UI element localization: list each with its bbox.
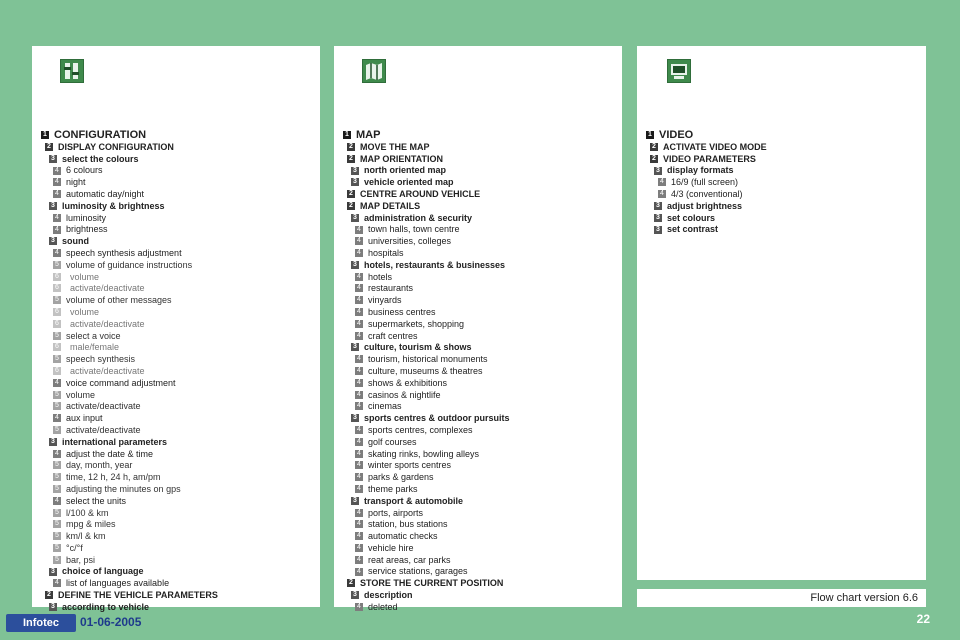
menu-item: [53, 272, 316, 284]
level-badge: 3: [654, 202, 662, 210]
menu-item-label: voice command adjustment: [66, 377, 176, 388]
menu-item: [53, 578, 316, 590]
menu-item: [53, 366, 316, 378]
menu-item: [654, 165, 922, 177]
menu-item: [355, 248, 618, 260]
level-badge: 2: [347, 579, 355, 587]
menu-item: [355, 283, 618, 295]
menu-item-label: set colours: [667, 212, 716, 223]
menu-item-label: north oriented map: [364, 165, 447, 176]
level-badge: 4: [53, 497, 61, 505]
menu-item: [355, 508, 618, 520]
level-badge: 3: [351, 178, 359, 186]
menu-item: [355, 449, 618, 461]
level-badge: 2: [347, 190, 355, 198]
level-badge: 3: [49, 155, 57, 163]
menu-item-label: male/female: [70, 342, 120, 353]
level-badge: 3: [351, 167, 359, 175]
footer-date: 01-06-2005: [80, 615, 142, 629]
menu-item-label: sports centres & outdoor pursuits: [364, 413, 510, 424]
video-icon: [667, 59, 691, 83]
menu-item-label: winter sports centres: [368, 460, 452, 471]
menu-item: [49, 201, 316, 213]
menu-item: [658, 189, 922, 201]
menu-item-label: °c/°f: [66, 542, 83, 553]
menu-item-label: town halls, town centre: [368, 224, 460, 235]
level-badge: 3: [49, 237, 57, 245]
menu-item: [355, 307, 618, 319]
level-badge: 4: [355, 509, 363, 517]
map-panel: [334, 46, 622, 612]
level-badge: 4: [53, 167, 61, 175]
menu-item-label: supermarkets, shopping: [368, 318, 465, 329]
menu-item: [347, 578, 618, 590]
level-badge: 3: [351, 214, 359, 222]
menu-item-label: bar, psi: [66, 554, 96, 565]
menu-item: [355, 472, 618, 484]
menu-item: [53, 543, 316, 555]
menu-item-label: set contrast: [667, 224, 719, 235]
level-badge: 6: [53, 343, 61, 351]
menu-item: [53, 342, 316, 354]
level-badge: 3: [49, 603, 57, 611]
level-badge: 2: [347, 143, 355, 151]
level-badge: 4: [355, 544, 363, 552]
level-badge: 4: [658, 190, 666, 198]
menu-item: [53, 449, 316, 461]
menu-item-label: deleted: [368, 601, 398, 612]
level-badge: 6: [53, 367, 61, 375]
menu-item-label: STORE THE CURRENT POSITION: [360, 578, 504, 589]
menu-item-label: MOVE THE MAP: [360, 141, 430, 152]
menu-item: [45, 142, 316, 154]
menu-item-label: 4/3 (conventional): [671, 188, 743, 199]
level-badge: 3: [654, 226, 662, 234]
level-badge: 4: [53, 450, 61, 458]
level-badge: 3: [654, 167, 662, 175]
menu-item: [49, 437, 316, 449]
menu-item-label: volume of guidance instructions: [66, 259, 193, 270]
menu-item-label: hotels, restaurants & businesses: [364, 259, 506, 270]
level-badge: 4: [53, 579, 61, 587]
menu-item: [53, 248, 316, 260]
menu-item-label: international parameters: [62, 436, 168, 447]
level-badge: 4: [53, 249, 61, 257]
menu-item-label: time, 12 h, 24 h, am/pm: [66, 472, 161, 483]
level-badge: 3: [49, 568, 57, 576]
menu-item-label: sound: [62, 236, 89, 247]
menu-item-label: night: [66, 177, 86, 188]
menu-item: [53, 496, 316, 508]
menu-item: [355, 295, 618, 307]
menu-item-label: adjusting the minutes on gps: [66, 483, 181, 494]
menu-item: [53, 307, 316, 319]
menu-item-label: ACTIVATE VIDEO MODE: [663, 141, 767, 152]
level-badge: 4: [355, 379, 363, 387]
level-badge: 4: [53, 414, 61, 422]
menu-item: [53, 283, 316, 295]
level-badge: 4: [355, 520, 363, 528]
menu-item: [53, 531, 316, 543]
menu-item: [351, 590, 618, 602]
menu-item: [355, 519, 618, 531]
menu-item-label: DEFINE THE VEHICLE PARAMETERS: [58, 590, 218, 601]
menu-item: [654, 213, 922, 225]
menu-item: [41, 130, 316, 142]
menu-item-label: list of languages available: [66, 578, 170, 589]
level-badge: 2: [347, 155, 355, 163]
menu-item-label: automatic day/night: [66, 188, 145, 199]
menu-item: [351, 342, 618, 354]
level-badge: 5: [53, 544, 61, 552]
menu-item: [355, 378, 618, 390]
menu-item-label: universities, colleges: [368, 236, 452, 247]
menu-item: [355, 331, 618, 343]
configuration-menu-tree: [41, 130, 316, 614]
menu-item-label: parks & gardens: [368, 472, 434, 483]
menu-item: [53, 472, 316, 484]
level-badge: 4: [355, 485, 363, 493]
level-badge: 4: [355, 226, 363, 234]
menu-item-label: golf courses: [368, 436, 417, 447]
menu-item-label: hotels: [368, 271, 393, 282]
menu-item-label: km/l & km: [66, 531, 106, 542]
menu-item-label: DISPLAY CONFIGURATION: [58, 141, 174, 152]
level-badge: 4: [53, 190, 61, 198]
menu-item: [650, 154, 922, 166]
infotec-logo: Infotec: [6, 614, 76, 632]
menu-item: [53, 260, 316, 272]
level-badge: 5: [53, 391, 61, 399]
level-badge: 4: [53, 226, 61, 234]
menu-item-label: 6 colours: [66, 165, 103, 176]
menu-item-label: adjust the date & time: [66, 448, 154, 459]
level-badge: 5: [53, 296, 61, 304]
level-badge: 4: [658, 178, 666, 186]
level-badge: 5: [53, 332, 61, 340]
level-badge: 3: [351, 343, 359, 351]
level-badge: 4: [355, 450, 363, 458]
menu-item: [355, 401, 618, 413]
menu-item-label: activate/deactivate: [70, 283, 145, 294]
menu-item-label: activate/deactivate: [70, 365, 145, 376]
menu-item-label: VIDEO PARAMETERS: [663, 153, 756, 164]
level-badge: 5: [53, 556, 61, 564]
menu-item: [347, 201, 618, 213]
menu-item-label: 16/9 (full screen): [671, 177, 739, 188]
menu-item-label: activate/deactivate: [70, 318, 145, 329]
menu-item-label: VIDEO: [659, 129, 694, 141]
menu-item-label: luminosity & brightness: [62, 200, 165, 211]
menu-item: [53, 508, 316, 520]
level-badge: 3: [49, 438, 57, 446]
menu-item: [355, 484, 618, 496]
level-badge: 4: [355, 308, 363, 316]
menu-item-label: display formats: [667, 165, 734, 176]
menu-item-label: transport & automobile: [364, 495, 464, 506]
menu-item: [355, 272, 618, 284]
menu-item-label: l/100 & km: [66, 507, 109, 518]
menu-item-label: ports, airports: [368, 507, 424, 518]
level-badge: 3: [351, 497, 359, 505]
level-badge: 3: [654, 214, 662, 222]
menu-item: [351, 413, 618, 425]
menu-item-label: service stations, garages: [368, 566, 468, 577]
menu-item: [347, 154, 618, 166]
menu-item-label: MAP ORIENTATION: [360, 153, 443, 164]
menu-item: [355, 460, 618, 472]
menu-item: [355, 236, 618, 248]
menu-item: [53, 378, 316, 390]
menu-item: [53, 331, 316, 343]
menu-item: [53, 177, 316, 189]
level-badge: 6: [53, 284, 61, 292]
menu-item: [343, 130, 618, 142]
menu-item-label: CONFIGURATION: [54, 129, 147, 141]
menu-item-label: automatic checks: [368, 531, 438, 542]
menu-item: [49, 236, 316, 248]
menu-item-label: brightness: [66, 224, 108, 235]
menu-item-label: volume: [66, 389, 96, 400]
menu-item-label: volume: [70, 306, 100, 317]
menu-item: [49, 602, 316, 614]
level-badge: 4: [355, 367, 363, 375]
page-number: 22: [916, 612, 930, 626]
menu-item-label: choice of language: [62, 566, 144, 577]
menu-item: [53, 224, 316, 236]
menu-item-label: restaurants: [368, 283, 414, 294]
menu-item: [53, 413, 316, 425]
menu-item: [53, 354, 316, 366]
menu-item: [355, 224, 618, 236]
menu-item: [53, 555, 316, 567]
menu-item: [355, 366, 618, 378]
level-badge: 4: [355, 532, 363, 540]
menu-item: [347, 142, 618, 154]
menu-item-label: according to vehicle: [62, 601, 150, 612]
menu-item: [53, 295, 316, 307]
menu-item: [355, 531, 618, 543]
level-badge: 5: [53, 355, 61, 363]
menu-item: [49, 566, 316, 578]
level-badge: 4: [355, 249, 363, 257]
level-badge: 6: [53, 320, 61, 328]
menu-item: [355, 354, 618, 366]
level-badge: 4: [355, 273, 363, 281]
level-badge: 4: [355, 391, 363, 399]
menu-item-label: administration & security: [364, 212, 473, 223]
level-badge: 2: [45, 591, 53, 599]
map-icon: [362, 59, 386, 83]
level-badge: 6: [53, 308, 61, 316]
menu-item-label: cinemas: [368, 401, 402, 412]
menu-item: [53, 425, 316, 437]
level-badge: 2: [650, 155, 658, 163]
menu-item: [49, 154, 316, 166]
menu-item: [355, 543, 618, 555]
level-badge: 5: [53, 485, 61, 493]
menu-item: [53, 213, 316, 225]
menu-item: [53, 390, 316, 402]
menu-item-label: culture, museums & theatres: [368, 365, 483, 376]
level-badge: 3: [351, 261, 359, 269]
menu-item: [654, 201, 922, 213]
level-badge: 5: [53, 461, 61, 469]
menu-item: [654, 224, 922, 236]
menu-item: [45, 590, 316, 602]
menu-item: [355, 390, 618, 402]
level-badge: 4: [355, 568, 363, 576]
menu-item: [351, 177, 618, 189]
menu-item-label: vinyards: [368, 295, 402, 306]
level-badge: 5: [53, 520, 61, 528]
level-badge: 4: [355, 284, 363, 292]
level-badge: 5: [53, 509, 61, 517]
menu-item: [351, 260, 618, 272]
menu-item-label: shows & exhibitions: [368, 377, 448, 388]
menu-item: [355, 555, 618, 567]
menu-item: [347, 189, 618, 201]
menu-item-label: activate/deactivate: [66, 424, 141, 435]
level-badge: 2: [347, 202, 355, 210]
menu-item: [355, 425, 618, 437]
menu-item: [646, 130, 922, 142]
menu-item-label: volume of other messages: [66, 295, 172, 306]
menu-item: [53, 401, 316, 413]
level-badge: 3: [351, 591, 359, 599]
level-badge: 6: [53, 273, 61, 281]
menu-item-label: select the units: [66, 495, 127, 506]
menu-item-label: description: [364, 590, 413, 601]
menu-item-label: MAP: [356, 129, 381, 141]
menu-item: [355, 437, 618, 449]
level-badge: 2: [650, 143, 658, 151]
menu-item-label: skating rinks, bowling alleys: [368, 448, 480, 459]
menu-item-label: culture, tourism & shows: [364, 342, 472, 353]
level-badge: 4: [355, 556, 363, 564]
menu-item: [53, 189, 316, 201]
menu-item-label: adjust brightness: [667, 200, 743, 211]
level-badge: 4: [355, 438, 363, 446]
level-badge: 4: [355, 473, 363, 481]
menu-item-label: luminosity: [66, 212, 107, 223]
menu-item-label: mpg & miles: [66, 519, 116, 530]
video-panel: [637, 46, 926, 580]
menu-item-label: vehicle hire: [368, 542, 414, 553]
level-badge: 1: [41, 131, 49, 139]
menu-item-label: tourism, historical monuments: [368, 354, 488, 365]
map-menu-tree: [343, 130, 618, 614]
level-badge: 4: [53, 214, 61, 222]
level-badge: 1: [646, 131, 654, 139]
level-badge: 5: [53, 402, 61, 410]
level-badge: 5: [53, 473, 61, 481]
menu-item-label: craft centres: [368, 330, 418, 341]
menu-item: [351, 165, 618, 177]
menu-item-label: select the colours: [62, 153, 139, 164]
menu-item-label: sports centres, complexes: [368, 424, 473, 435]
level-badge: 1: [343, 131, 351, 139]
level-badge: 4: [355, 402, 363, 410]
level-badge: 2: [45, 143, 53, 151]
level-badge: 4: [355, 603, 363, 611]
level-badge: 4: [355, 426, 363, 434]
level-badge: 4: [355, 461, 363, 469]
menu-item: [355, 602, 618, 614]
menu-item-label: select a voice: [66, 330, 121, 341]
menu-item-label: station, bus stations: [368, 519, 448, 530]
menu-item: [351, 213, 618, 225]
menu-item-label: theme parks: [368, 483, 418, 494]
level-badge: 3: [351, 414, 359, 422]
level-badge: 5: [53, 532, 61, 540]
settings-icon: [60, 59, 84, 83]
menu-item: [53, 519, 316, 531]
level-badge: 4: [355, 237, 363, 245]
menu-item-label: reat areas, car parks: [368, 554, 451, 565]
menu-item-label: MAP DETAILS: [360, 200, 421, 211]
level-badge: 4: [355, 355, 363, 363]
menu-item-label: volume: [70, 271, 100, 282]
menu-item-label: vehicle oriented map: [364, 177, 454, 188]
menu-item: [351, 496, 618, 508]
menu-item-label: activate/deactivate: [66, 401, 141, 412]
menu-item-label: aux input: [66, 413, 103, 424]
configuration-panel: [32, 46, 320, 612]
menu-item-label: business centres: [368, 306, 436, 317]
level-badge: 4: [355, 332, 363, 340]
menu-item-label: hospitals: [368, 247, 404, 258]
menu-item: [355, 319, 618, 331]
level-badge: 5: [53, 426, 61, 434]
level-badge: 4: [53, 178, 61, 186]
level-badge: 4: [53, 379, 61, 387]
menu-item: [53, 319, 316, 331]
menu-item-label: speech synthesis: [66, 354, 136, 365]
level-badge: 3: [49, 202, 57, 210]
menu-item-label: speech synthesis adjustment: [66, 247, 182, 258]
menu-item: [53, 484, 316, 496]
flow-chart-version: Flow chart version 6.6: [637, 589, 926, 607]
menu-item-label: day, month, year: [66, 460, 133, 471]
menu-item: [53, 460, 316, 472]
video-menu-tree: [646, 130, 922, 236]
level-badge: 4: [355, 320, 363, 328]
menu-item: [355, 566, 618, 578]
menu-item-label: casinos & nightlife: [368, 389, 441, 400]
level-badge: 4: [355, 296, 363, 304]
menu-item-label: CENTRE AROUND VEHICLE: [360, 188, 481, 199]
menu-item: [658, 177, 922, 189]
level-badge: 5: [53, 261, 61, 269]
menu-item: [650, 142, 922, 154]
menu-item: [53, 165, 316, 177]
